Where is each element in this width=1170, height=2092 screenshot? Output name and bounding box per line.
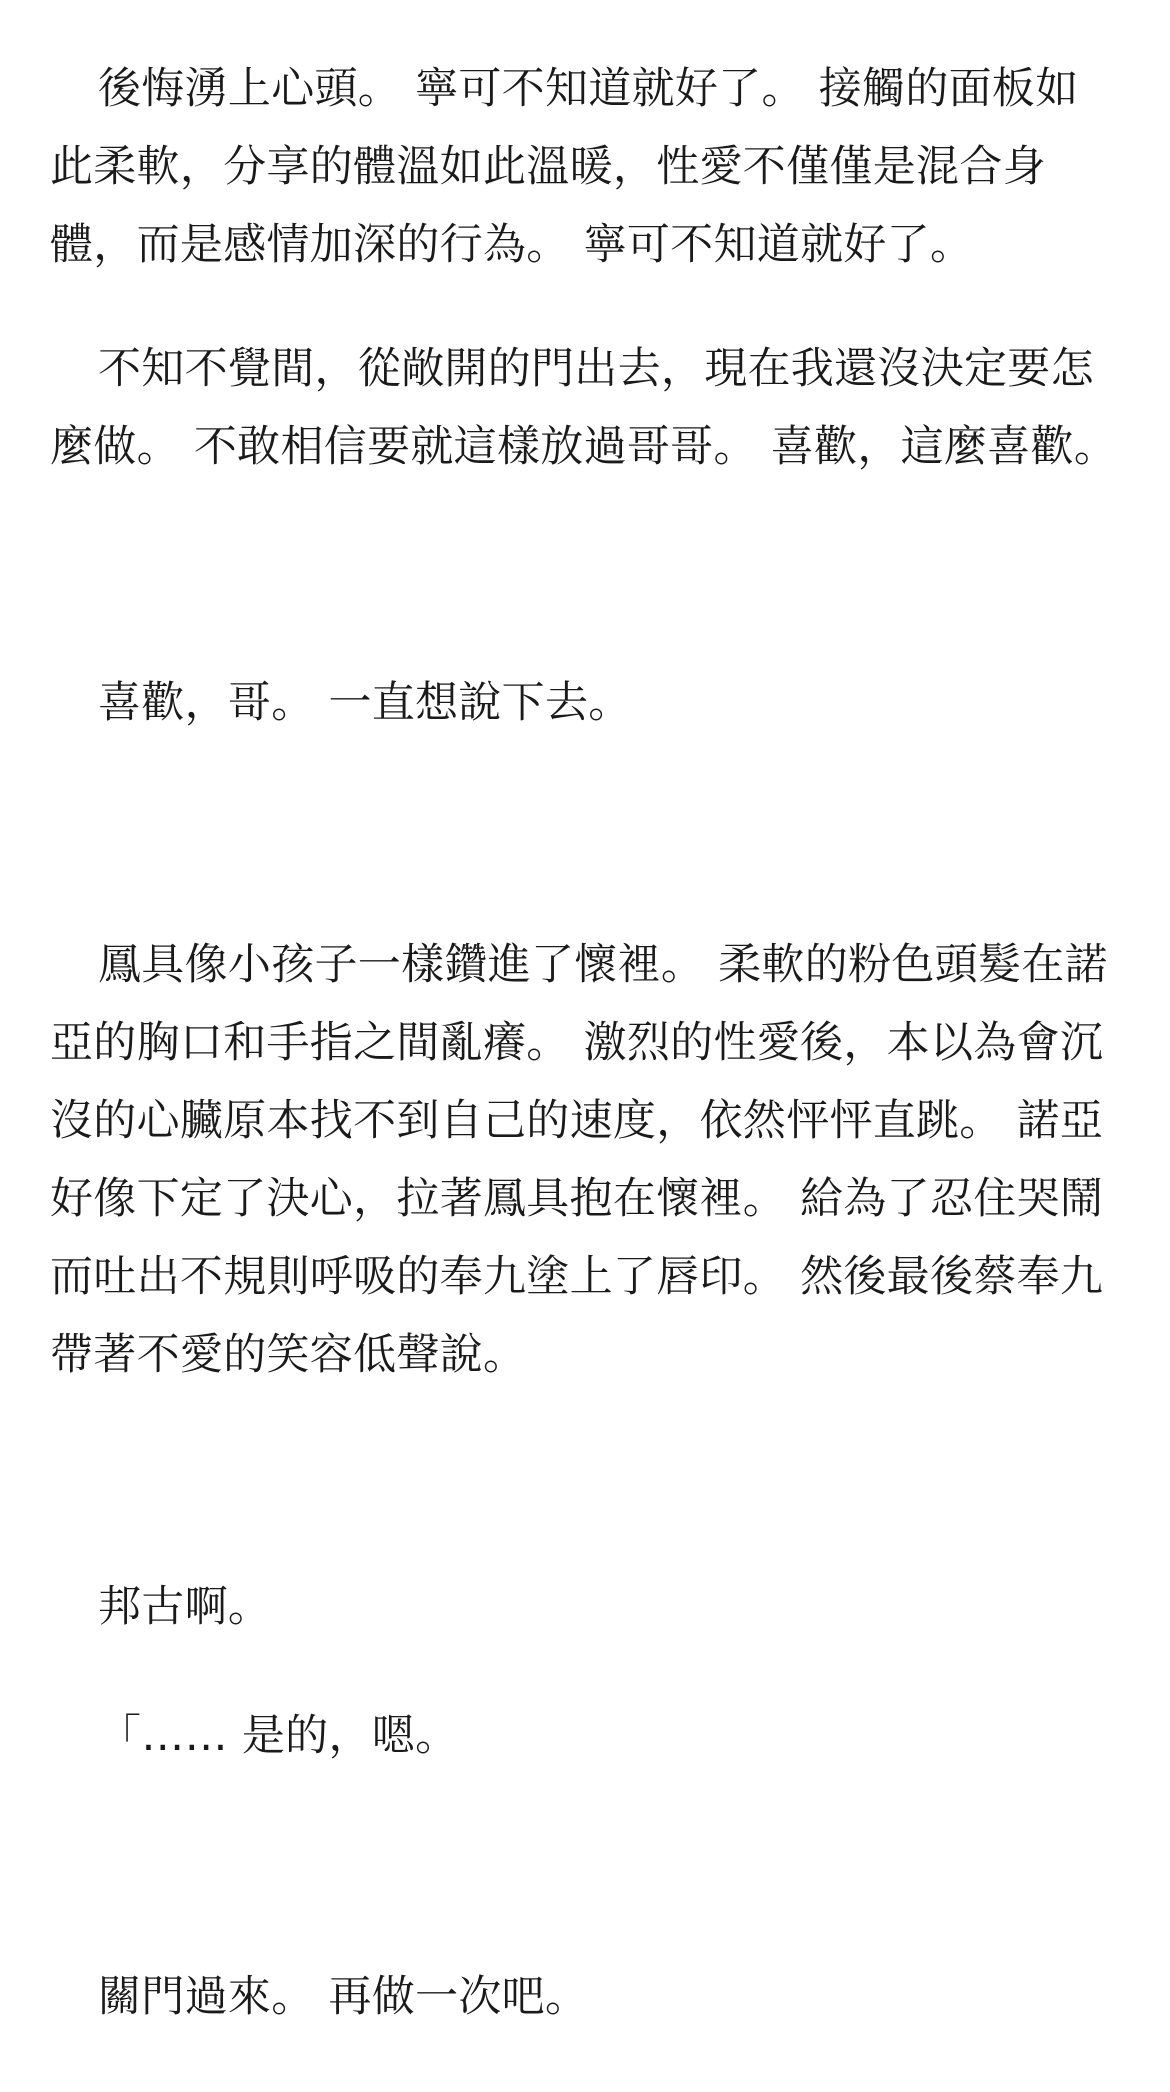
paragraph: 關門過來。 再做一次吧。: [98, 1972, 589, 2022]
paragraph: 鳳具像小孩子一樣鑽進了懷裡。 柔軟的粉色頭髮在諾亞的胸口和手指之間亂癢。 激烈的性愛後，本以為會沉沒的心臟原本找不到自己的速度，依然怦怦直跳。 諾亞好像下定了決心，拉著鳳具抱在懷裡。 給為了忍住哭鬧而吐出不規則呼吸的奉九塗上了唇印。 然後最後蔡奉九帶著不愛的笑容低聲說。: [50, 940, 1108, 1380]
paragraph: 不知不覺間，從敞開的門出去，現在我還沒決定要怎麼做。 不敢相信要就這樣放過哥哥。 喜歡，這麼喜歡。: [50, 344, 1118, 472]
paragraph: 喜歡，哥。 一直想說下去。: [98, 678, 632, 728]
paragraph: 後悔湧上心頭。 寧可不知道就好了。 接觸的面板如此柔軟，分享的體溫如此溫暖，性愛不僅僅是混合身體，而是感情加深的行為。 寧可不知道就好了。: [50, 64, 1079, 270]
paragraph: 「…… 是的，嗯。: [98, 1711, 459, 1761]
paragraph: 邦古啊。: [98, 1582, 272, 1632]
